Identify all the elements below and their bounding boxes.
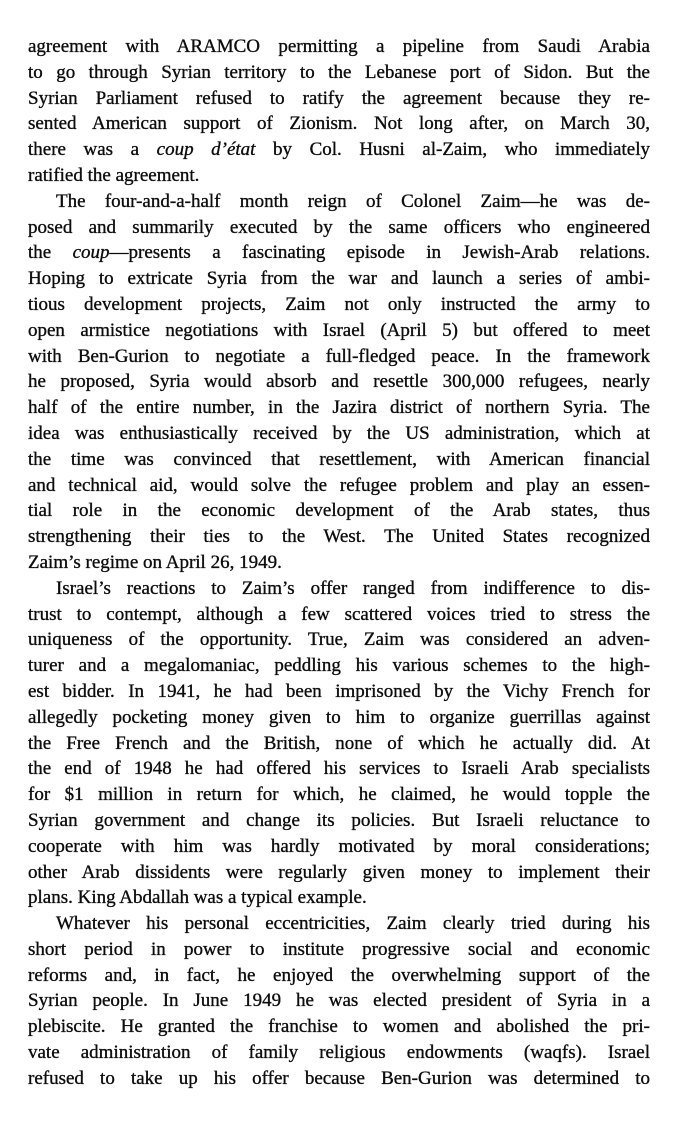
- text-line: short period in power to institute progressive social and economic: [28, 938, 650, 960]
- text-line: Syrian people. In June 1949 he was elected president of Syria in a: [28, 990, 650, 1012]
- text-line: sented American support of Zionism. Not long after, on March 30,: [28, 113, 650, 135]
- text-line: Syrian government and change its policies. But Israeli reluctance to: [28, 809, 650, 831]
- text-line: Whatever his personal eccentricities, Zaim clearly tried during his: [56, 913, 650, 935]
- text-line: ratified the agreement.: [28, 164, 200, 186]
- text-column: [28, 34, 650, 1092]
- text-line: trust to contempt, although a few scattered voices tried to stress the: [28, 603, 650, 625]
- text-line: vate administration of family religious endowments (waqfs). Israel: [28, 1042, 650, 1064]
- text-line: plans. King Abdallah was a typical example.: [28, 887, 367, 909]
- text-line: posed and summarily executed by the same officers who engineered: [28, 216, 650, 238]
- text-line: the coup—presents a fascinating episode in Jewish-Arab relations.: [28, 242, 650, 264]
- paragraph: [28, 189, 650, 576]
- text-line: the Free French and the British, none of which he actually did. At: [28, 732, 650, 754]
- paragraph: [28, 911, 650, 1092]
- italic-phrase: coup: [72, 242, 110, 264]
- paragraph: [28, 576, 650, 911]
- text-line: cooperate with him was hardly motivated by moral considerations;: [28, 835, 650, 857]
- text-line: plebiscite. He granted the franchise to women and abolished the pri-: [28, 1016, 650, 1038]
- text-line: idea was enthusiastically received by the US administration, which at: [28, 422, 650, 444]
- text-line: he proposed, Syria would absorb and resettle 300,000 refugees, nearly: [28, 371, 650, 393]
- text-line: refused to take up his offer because Ben-Gurion was determined to: [28, 1067, 650, 1089]
- text-line: allegedly pocketing money given to him to organize guerrillas against: [28, 706, 650, 728]
- text-line: reforms and, in fact, he enjoyed the overwhelming support of the: [28, 964, 650, 986]
- text-line: The four-and-a-half month reign of Colonel Zaim—he was de-: [56, 190, 650, 212]
- text-line: Hoping to extricate Syria from the war and launch a series of ambi-: [28, 268, 650, 290]
- text-line: Israel’s reactions to Zaim’s offer ranged from indifference to dis-: [56, 577, 650, 599]
- text-line: the time was convinced that resettlement, with American financial: [28, 448, 650, 470]
- text-line: open armistice negotiations with Israel (April 5) but offered to meet: [28, 319, 650, 341]
- text-line: turer and a megalomaniac, peddling his various schemes to the high-: [28, 655, 650, 677]
- text-line: Syrian Parliament refused to ratify the agreement because they re-: [28, 87, 650, 109]
- text-line: agreement with ARAMCO permitting a pipeline from Saudi Arabia: [28, 36, 650, 57]
- text-line: est bidder. In 1941, he had been imprisoned by the Vichy French for: [28, 680, 650, 702]
- text-line: half of the entire number, in the Jazira district of northern Syria. The: [28, 397, 650, 419]
- paragraph: [28, 34, 650, 189]
- text-line: Zaim’s regime on April 26, 1949.: [28, 551, 282, 573]
- text-line: to go through Syrian territory to the Lebanese port of Sidon. But the: [28, 61, 650, 83]
- text-line: tial role in the economic development of the Arab states, thus: [28, 500, 650, 522]
- text-line: tious development projects, Zaim not only instructed the army to: [28, 293, 650, 315]
- italic-phrase: coup d’état: [156, 139, 256, 161]
- text-line: other Arab dissidents were regularly given money to implement their: [28, 861, 650, 883]
- text-line: with Ben-Gurion to negotiate a full-fledged peace. In the framework: [28, 345, 650, 367]
- text-line: strengthening their ties to the West. The United States recognized: [28, 526, 650, 548]
- text-line: for $1 million in return for which, he claimed, he would topple the: [28, 784, 650, 806]
- text-line: and technical aid, would solve the refugee problem and play an essen-: [28, 474, 650, 496]
- text-line: the end of 1948 he had offered his services to Israeli Arab specialists: [28, 758, 650, 780]
- text-line: uniqueness of the opportunity. True, Zaim was considered an adven-: [28, 629, 650, 651]
- text-line: there was a coup d’état by Col. Husni al-Zaim, who immediately: [28, 139, 650, 161]
